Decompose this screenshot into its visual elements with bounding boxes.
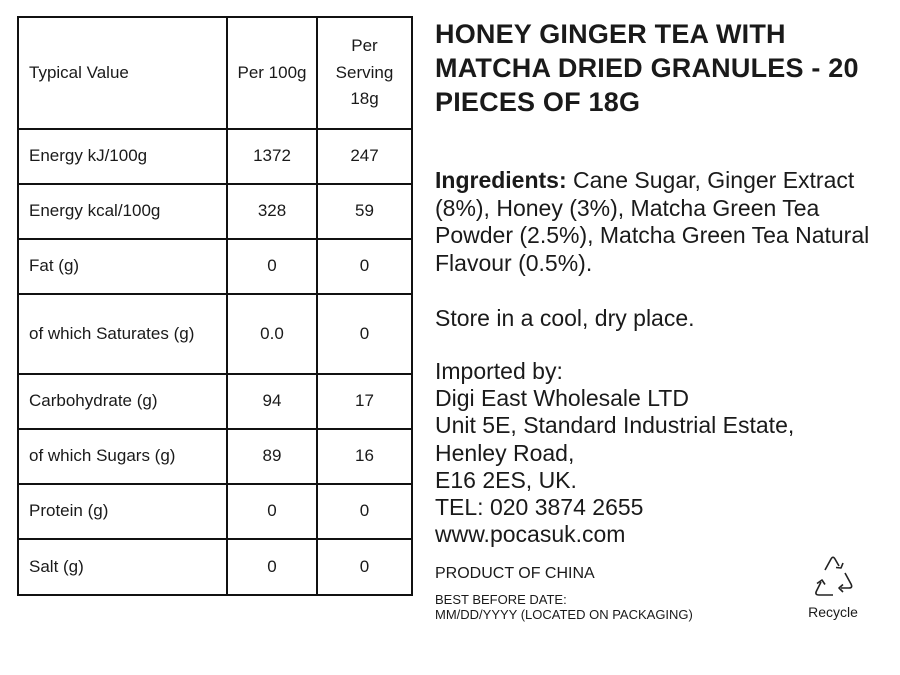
row-label: Energy kcal/100g: [18, 184, 227, 239]
ingredients-text: Cane Sugar, Ginger Extract (8%), Honey (3%), Matcha Green Tea Powder (2.5%), Matcha Green Tea Natural Flavour (0.5%).: [435, 167, 870, 276]
table-row: [18, 239, 412, 294]
ingredients-paragraph: [435, 167, 890, 277]
country-of-origin: PRODUCT OF CHINA: [435, 565, 595, 582]
row-per-serving: 59: [317, 184, 412, 239]
row-per-100g: 0.0: [227, 294, 317, 374]
row-per-100g: 0: [227, 539, 317, 595]
row-per-serving: 247: [317, 129, 412, 184]
table-row: [18, 484, 412, 539]
row-label: Carbohydrate (g): [18, 374, 227, 429]
table-row: [18, 129, 412, 184]
importer-address-line: Henley Road,: [435, 439, 575, 466]
importer-website: www.pocasuk.com: [435, 521, 626, 548]
recycle-icon: [805, 550, 861, 602]
product-title: HONEY GINGER TEA WITH MATCHA DRIED GRANULES - 20 PIECES OF 18G: [435, 19, 859, 117]
row-per-serving: 0: [317, 294, 412, 374]
importer-block: [435, 358, 794, 548]
best-before-label: BEST BEFORE DATE:: [435, 592, 567, 607]
row-per-serving: 0: [317, 239, 412, 294]
row-label: Energy kJ/100g: [18, 129, 227, 184]
table-row: [18, 184, 412, 239]
best-before-value: MM/DD/YYYY (LOCATED ON PACKAGING): [435, 607, 693, 622]
row-per-serving: 17: [317, 374, 412, 429]
header-per-serving: Per Serving 18g: [317, 17, 412, 129]
importer-company: Digi East Wholesale LTD: [435, 385, 689, 412]
table-row: [18, 374, 412, 429]
table-row: [18, 294, 412, 374]
table-row: [18, 539, 412, 595]
header-typical-value: Typical Value: [18, 17, 227, 129]
row-label: Protein (g): [18, 484, 227, 539]
row-per-100g: 1372: [227, 129, 317, 184]
row-per-100g: 94: [227, 374, 317, 429]
nutrition-header-row: [18, 17, 412, 129]
row-label: Fat (g): [18, 239, 227, 294]
row-per-100g: 0: [227, 484, 317, 539]
importer-phone: TEL: 020 3874 2655: [435, 494, 644, 521]
row-per-100g: 328: [227, 184, 317, 239]
importer-heading: Imported by:: [435, 358, 563, 384]
row-per-100g: 89: [227, 429, 317, 484]
row-label: of which Saturates (g): [18, 294, 227, 374]
row-per-serving: 16: [317, 429, 412, 484]
table-row: [18, 429, 412, 484]
ingredients-label: Ingredients:: [435, 167, 567, 193]
best-before-block: [435, 592, 693, 622]
importer-address-line: Unit 5E, Standard Industrial Estate,: [435, 412, 795, 439]
header-per-100g: Per 100g: [227, 17, 317, 129]
row-per-serving: 0: [317, 539, 412, 595]
storage-instructions: Store in a cool, dry place.: [435, 305, 695, 331]
recycle-label: Recycle: [808, 604, 858, 620]
row-label: Salt (g): [18, 539, 227, 595]
recycle-badge: [800, 550, 866, 620]
row-label: of which Sugars (g): [18, 429, 227, 484]
importer-postcode: E16 2ES, UK.: [435, 466, 577, 493]
nutrition-table: [17, 16, 413, 596]
row-per-100g: 0: [227, 239, 317, 294]
row-per-serving: 0: [317, 484, 412, 539]
